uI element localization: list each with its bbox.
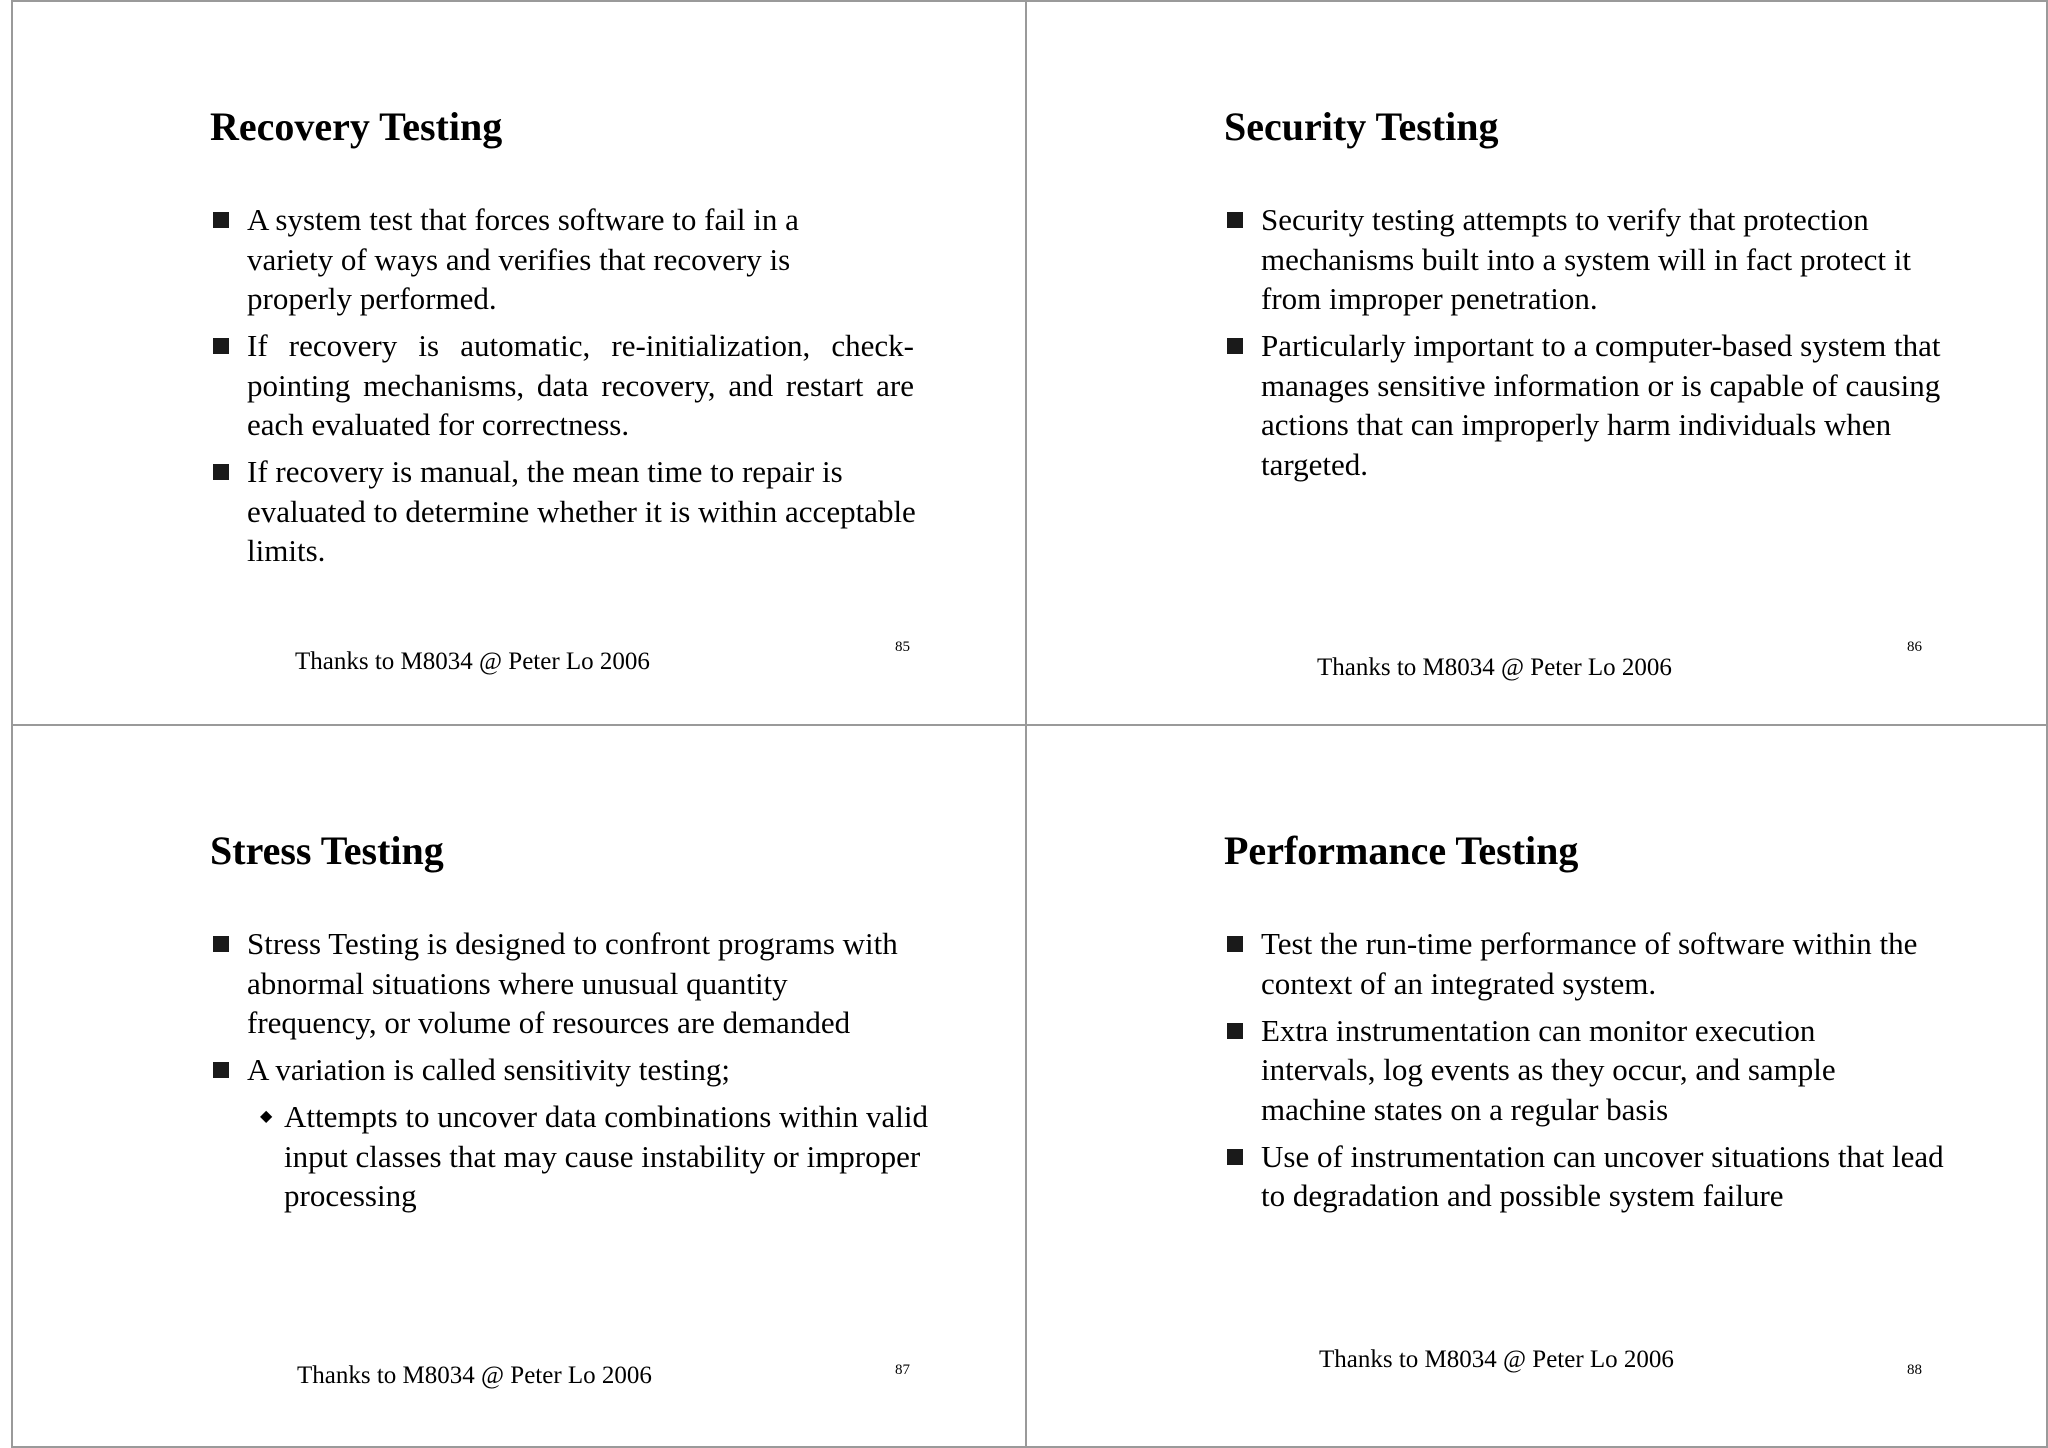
slide-footer: Thanks to M8034 @ Peter Lo 2006	[297, 1362, 652, 1389]
bullet-text: If recovery is manual, the mean time to repair is evaluated to determine whether it is within acceptable limits.	[247, 454, 916, 568]
bullet-text: A variation is called sensitivity testing;	[247, 1052, 731, 1087]
bullet-item	[213, 924, 922, 1043]
slide-title: Security Testing	[1224, 104, 1499, 149]
bullet-text: If recovery is automatic, re-initialization, check-pointing mechanisms, data recovery, and restart are each evaluated for correctness.	[247, 328, 914, 442]
bullet-text: Use of instrumentation can uncover situations that lead to degradation and possible system failure	[1261, 1138, 1944, 1213]
slide-title: Performance Testing	[1224, 828, 1579, 873]
diamond-bullet-icon: ◆	[260, 1108, 273, 1125]
bullet-text: Particularly important to a computer-based system that manages sensitive information or is capable of causing actions that can improperly harm individuals when targeted.	[1261, 328, 1941, 482]
slide-footer: Thanks to M8034 @ Peter Lo 2006	[1317, 654, 1672, 681]
slide-performance-testing	[1027, 726, 2040, 1448]
bullet-item	[1227, 924, 1951, 1003]
bullet-text: Test the run-time performance of software within the context of an integrated system.	[1261, 926, 1918, 1001]
slide-page-number: 85	[895, 639, 910, 655]
bullet-item	[1227, 1011, 1901, 1130]
square-bullet-icon	[213, 1062, 229, 1078]
bullet-item	[213, 326, 914, 445]
slide-recovery-testing	[13, 2, 1026, 724]
slide-footer: Thanks to M8034 @ Peter Lo 2006	[295, 648, 650, 675]
bullet-text: Security testing attempts to verify that protection mechanisms built into a system will in fact protect it from improper penetration.	[1261, 202, 1912, 316]
slide-title: Stress Testing	[210, 828, 444, 873]
bullet-list	[213, 924, 933, 1223]
square-bullet-icon	[213, 338, 229, 354]
square-bullet-icon	[213, 464, 229, 480]
slide-page-number: 86	[1907, 639, 1922, 655]
sub-bullet-text: Attempts to uncover data combinations within valid input classes that may cause instability or improper processing	[284, 1099, 928, 1213]
slide-stress-testing	[13, 726, 1026, 1448]
bullet-item	[1227, 200, 1951, 319]
slide-page-number: 87	[895, 1362, 910, 1378]
bullet-list	[213, 200, 916, 578]
slide-title: Recovery Testing	[210, 104, 503, 149]
square-bullet-icon	[213, 936, 229, 952]
bullet-item	[1227, 326, 1961, 484]
square-bullet-icon	[1227, 212, 1243, 228]
bullet-text: Stress Testing is designed to confront programs with abnormal situations where unusual quantity frequency, or volume of resources are demanded	[247, 926, 898, 1040]
sub-bullet-item	[213, 1097, 974, 1216]
bullet-item	[1227, 1137, 1961, 1216]
bullet-item	[213, 1050, 922, 1090]
square-bullet-icon	[1227, 338, 1243, 354]
bullet-list	[1227, 924, 1947, 1223]
slide-footer: Thanks to M8034 @ Peter Lo 2006	[1319, 1346, 1674, 1373]
bullet-text: A system test that forces software to fail in a variety of ways and verifies that recovery is properly performed.	[247, 202, 799, 316]
bullet-text: Extra instrumentation can monitor execution intervals, log events as they occur, and sample machine states on a regular basis	[1261, 1012, 1836, 1127]
square-bullet-icon	[1227, 1023, 1243, 1039]
bullet-list	[1227, 200, 1947, 492]
square-bullet-icon	[1227, 936, 1243, 952]
square-bullet-icon	[213, 212, 229, 228]
slide-page-number: 88	[1907, 1362, 1922, 1378]
square-bullet-icon	[1227, 1149, 1243, 1165]
slide-security-testing	[1027, 2, 2040, 724]
bullet-item	[213, 200, 867, 319]
bullet-item	[213, 452, 917, 571]
